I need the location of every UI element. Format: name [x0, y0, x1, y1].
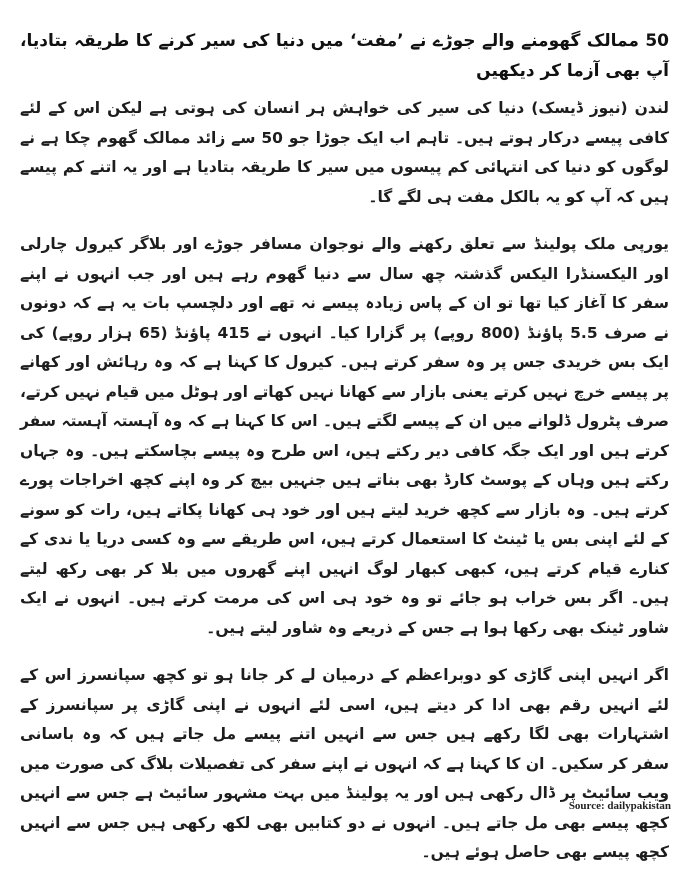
article-paragraph: اگر انہیں اپنی گاڑی کو دوبراعظم کے درمیان لے کر جانا ہو تو کچھ سپانسرز اس کے لئے انہیں رقم بھی ادا کر دیتے ہیں، اسی لئے انہوں نے اپنی گاڑی پر سپانسرز کے اشتہارات بھی لگا رکھے ہیں جس سے انہیں اتنے پیسے مل جاتے ہیں کہ وہ باسانی سفر کر سکیں۔ ان کا کہنا ہے کہ انہوں نے اپنے سفر کی تفصیلات بلاگ کی صورت میں ویب سائیٹ پر ڈال رکھی ہیں اور یہ پولینڈ میں بہت مشہور سائیٹ ہے جس سے انہیں کچھ پیسے بھی مل جاتے ہیں۔ انہوں نے دو کتابیں بھی لکھ رکھی ہیں جس سے انہیں کچھ پیسے بھی حاصل ہوئے ہیں۔ — [20, 666, 669, 861]
article-paragraph: لندن (نیوز ڈیسک) دنیا کی سیر کی خواہش ہر انسان کی ہوتی ہے لیکن اس کے لئے کافی پیسے درکار ہوتے ہیں۔ تاہم اب ایک جوڑا جو 50 سے زائد ممالک گھوم چکا ہے نے لوگوں کو دنیا کی انتہائی کم پیسوں میں سیر کا طریقہ بتادیا ہے اور یہ اتنے کم پیسے ہیں کہ آپ کو یہ بالکل مفت ہی لگے گا۔ — [20, 99, 669, 206]
article-title: 50 ممالک گھومنے والے جوڑے نے ’مفت‘ میں دنیا کی سیر کرنے کا طریقہ بتادیا، آپ بھی آزما کر دیکھیں — [20, 31, 669, 81]
article-paragraph: یورپی ملک پولینڈ سے تعلق رکھنے والے نوجوان مسافر جوڑے اور بلاگر کیرول چارلی اور الیکسنڈرا الیکس گذشتہ چھ سال سے دنیا گھوم رہے ہیں اور جب انہوں نے اپنے سفر کا آغاز کیا تھا تو ان کے پاس زیادہ پیسے نہ تھے اور دلچسپ بات یہ ہے کہ دونوں نے صرف 5.5 پاؤنڈ (800 روپے) پر گزارا کیا۔ انہوں نے 415 پاؤنڈ (65 ہزار روپے) کی ایک بس خریدی جس پر وہ سفر کرتے ہیں۔ کیرول کا کہنا ہے کہ وہ رہائش اور کھانے پر پیسے خرچ نہیں کرتے یعنی بازار سے کھانا نہیں کھاتے اور ہوٹل میں قیام نہیں کرتے، صرف پٹرول ڈلوانے میں ان کے پیسے لگتے ہیں۔ اس کا کہنا ہے کہ وہ آہستہ آہستہ سفر کرتے ہیں اور ایک جگہ کافی دیر رکتے ہیں، اس طرح وہ پیسے بچاسکتے ہیں۔ وہ جہاں رکتے ہیں وہاں کے پوسٹ کارڈ بھی بناتے ہیں جنہیں بیچ کر وہ اپنے کچھ اخراجات پورے کرتے ہیں۔ وہ بازار سے کچھ خرید لیتے ہیں اور خود ہی کھانا پکاتے ہیں، رات کو سونے کے لئے اپنی بس یا ٹینٹ کا استعمال کرتے ہیں، اس طریقے سے وہ کسی دریا یا ندی کے کنارے قیام کرتے ہیں، کبھی کبھار لوگ انہیں اپنے گھروں میں بلا کر بھی رکھ لیتے ہیں۔ اگر بس خراب ہو جائے تو وہ خود ہی اس کی مرمت کرتے ہیں۔ انہوں نے ایک شاور ٹینک بھی رکھا ہوا ہے جس کے ذریعے وہ شاور لیتے ہیں۔ — [20, 235, 669, 637]
article — [20, 26, 669, 886]
source-credit: Source: dailypakistan — [568, 800, 671, 812]
